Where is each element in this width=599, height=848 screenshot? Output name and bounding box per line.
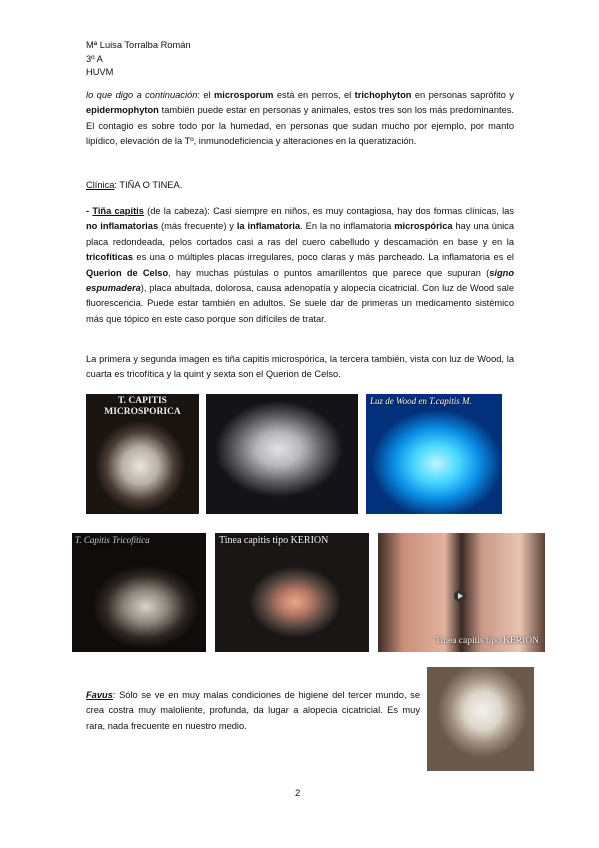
play-icon[interactable]: [454, 590, 466, 602]
clinica-heading: [86, 178, 514, 193]
intro-lead: lo que digo a continuación: [86, 90, 198, 100]
term-microsporum: microsporum: [214, 90, 274, 100]
text-span: también puede estar en personas y animales, estos tres son los más predominantes. El contagio es sobre todo por la humedad, en personas que sudan mucho por ejemplo, por manto lipídico, elevación de la Tº, inmunodeficiencia y alteraciones en la queratización.: [86, 105, 514, 147]
caption-line-2: MICROSPORICA: [104, 407, 181, 417]
text-span: signo espumadera: [86, 267, 514, 294]
text-span: : TIÑA O TINEA.: [114, 180, 183, 190]
text-span: la inflamatoria: [236, 221, 301, 232]
photo-tinea-microsporica-2: [206, 394, 358, 514]
clinica-label: Clínica: [86, 180, 115, 190]
text-span: hay una única placa redondeada, pelos cortados casi a ras del cuero cabelludo y descamación en base y en la: [86, 221, 514, 247]
photo-tinea-tricofitica: [72, 533, 206, 652]
caption-tricofitica: T. Capitis Tricofítica: [75, 535, 150, 545]
favus-paragraph: [86, 688, 420, 734]
photo-tinea-microsporica-1: [86, 394, 199, 514]
text-span: no inflamatorias: [86, 221, 159, 232]
tina-capitis-paragraph: [86, 204, 514, 327]
text-span: . En la no inflamatoria: [300, 221, 395, 232]
page-number: 2: [295, 788, 301, 799]
text-span: (más frecuente) y: [158, 221, 237, 232]
text-span: tricofíticas: [86, 252, 134, 263]
text-span: , hay muchas pústulas o puntos amarillentos que parece que supuran (: [168, 267, 490, 278]
term-epidermophyton: epidermophyton: [86, 105, 159, 116]
photo-kerion-2: [378, 533, 545, 652]
photo-favus: [427, 667, 534, 771]
term-trichophyton: trichophyton: [354, 90, 412, 100]
term-tina-capitis: Tiña capitis: [92, 206, 144, 216]
text-span: Querion de Celso: [86, 267, 169, 278]
text-span: : Sólo se ve en muy malas condiciones de higiene del tercer mundo, se crea costra muy maloliente, profunda, da lugar a alopecia cicatricial. Es muy rara, nada frecuente en nuestro medio.: [86, 690, 420, 731]
caption-kerion-1: Tinea capitis tipo KERION: [219, 535, 329, 546]
photo-wood-light: [366, 394, 502, 514]
caption-kerion-2: Tinea capitis tipo KERION: [435, 636, 539, 646]
school-label: HUVM: [86, 67, 114, 78]
course-label: 3º A: [86, 53, 103, 64]
author-name: Mª Luisa Torralba Román: [86, 40, 191, 50]
favus-label: Favus: [86, 690, 113, 700]
photo-kerion-1: [215, 533, 369, 652]
intro-paragraph: [86, 88, 514, 150]
images-description: La primera y segunda imagen es tiña capitis microspórica, la tercera también, vista con luz de Wood, la cuarta es tricofítica y la quint y sexta son el Querion de Celso.: [86, 354, 514, 380]
caption-line-1: T. CAPITIS: [118, 396, 167, 406]
text-span: en personas saprófito y: [411, 90, 514, 100]
caption-wood: Luz de Wood en T.capitis M.: [370, 396, 472, 406]
text-span: : el: [197, 90, 215, 100]
text-span: está en perros, el: [273, 90, 355, 100]
text-span: ), placa abultada, dolorosa, causa adenopatía y alopecia cicatricial. Con luz de Wood sale fluorescencia. Puede estar también en adultos. Se suele dar de primeras un medicamento sistémico más que tópico en este caso porque son difíciles de tratar.: [86, 283, 514, 324]
text-span: es una o múltiples placas irregulares, poco claras y más parcheado. La inflamatoria es el: [133, 252, 514, 263]
text-span: microspórica: [394, 221, 453, 232]
text-span: (de la cabeza): Casi siempre en niños, es muy contagiosa, hay dos formas clínicas, las: [143, 206, 514, 216]
header: [86, 39, 191, 80]
text-span: -: [86, 206, 93, 216]
